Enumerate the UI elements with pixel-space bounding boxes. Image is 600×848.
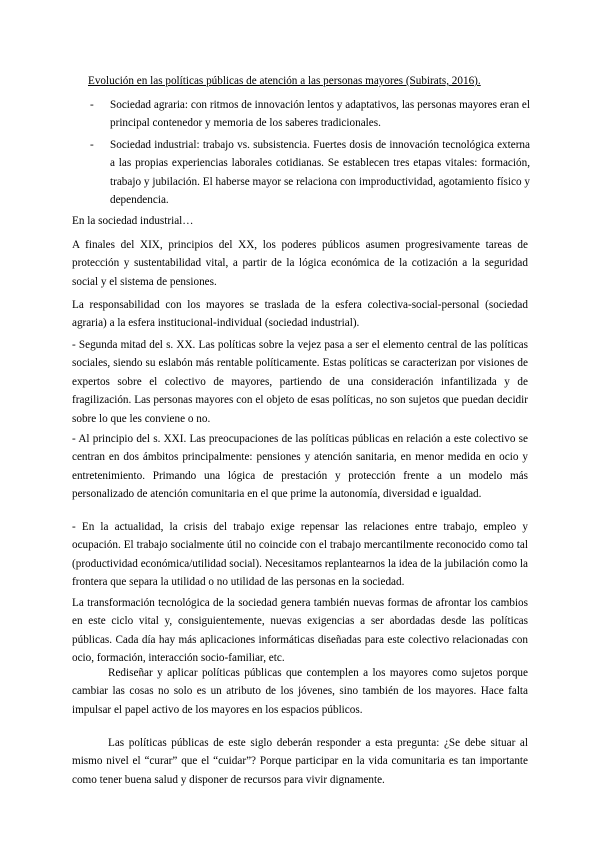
paragraph-pregunta: Las políticas públicas de este siglo deberán responder a esta pregunta: ¿Se debe situar al mismo nivel el “curar” que el “cuidar”? Porque participar en la vida comunitaria es tan importante como tener buena salud y disponer de recursos para vivir dignamente. <box>72 737 528 786</box>
paragraph-segunda-mitad: - Segunda mitad del s. XX. Las políticas sobre la vejez pasa a ser el elemento central de las políticas sociales, siendo su eslabón más rentable políticamente. Estas políticas se caracterizan por visiones de expertos sobre el colectivo de mayores, partiendo de una consideración infantilizada y de fragilización. Las personas mayores con el objeto de esas políticas, no son sujetos que puedan decidir sobre lo que les conviene o no. <box>72 339 528 425</box>
bullet-text: Sociedad industrial: trabajo vs. subsistencia. Fuertes dosis de innovación tecnológica externa a las propias experiencias laborales cotidianas. Se establecen tres etapas vitales: formación, trabajo y jubilación. El haberse mayor se relaciona con improductividad, agotamiento físico y dependencia. <box>110 139 530 207</box>
paragraph-responsabilidad: La responsabilidad con los mayores se traslada de la esfera colectiva-social-personal (sociedad agraria) a la esfera institucional-individual (sociedad industrial). <box>72 299 528 330</box>
bullet-marker: - <box>90 139 94 151</box>
bullet-marker: - <box>90 99 94 111</box>
bullet-text: Sociedad agraria: con ritmos de innovación lentos y adaptativos, las personas mayores eran el principal contenedor y memoria de los saberes tradicionales. <box>110 99 530 130</box>
document-title: Evolución en las políticas públicas de atención a las personas mayores (Subirats, 2016). <box>88 75 481 87</box>
paragraph-intro: En la sociedad industrial… <box>72 215 194 227</box>
paragraph-redisenar: Rediseñar y aplicar políticas públicas que contemplen a los mayores como sujetos porque cambiar las cosas no solo es un atributo de los jóvenes, sino también de los mayores. Hace falta impulsar el papel activo de los mayores en los espacios públicos. <box>72 667 528 716</box>
paragraph-actualidad: - En la actualidad, la crisis del trabajo exige repensar las relaciones entre trabajo, empleo y ocupación. El trabajo socialmente útil no coincide con el trabajo mercantilmente reconocido como tal (productividad económica/utilidad social). Necesitamos replantearnos la idea de la jubilación como la frontera que separa la utilidad o no utilidad de las personas en la sociedad. <box>72 521 528 589</box>
paragraph-siglo-xxi: - Al principio del s. XXI. Las preocupaciones de las políticas públicas en relación a este colectivo se centran en dos ámbitos principalmente: pensiones y atención sanitaria, en menor medida en ocio y entretenimiento. Primando una lógica de prestación y protección frente a un modelo más personalizado de atención comunitaria en el que prime la autonomía, diversidad e igualdad. <box>72 433 528 501</box>
paragraph-xix: A finales del XIX, principios del XX, los poderes públicos asumen progresivamente tareas de protección y sustentabilidad vital, a partir de la lógica económica de la cotización a la seguridad social y el sistema de pensiones. <box>72 239 528 288</box>
paragraph-transformacion: La transformación tecnológica de la sociedad genera también nuevas formas de afrontar los cambios en este ciclo vital y, consiguientemente, nuevas exigencias a ser abordadas desde las políticas públicas. Cada día hay más aplicaciones informáticas diseñadas para este colectivo relacionadas con ocio, formación, interacción socio-familiar, etc. <box>72 597 528 665</box>
